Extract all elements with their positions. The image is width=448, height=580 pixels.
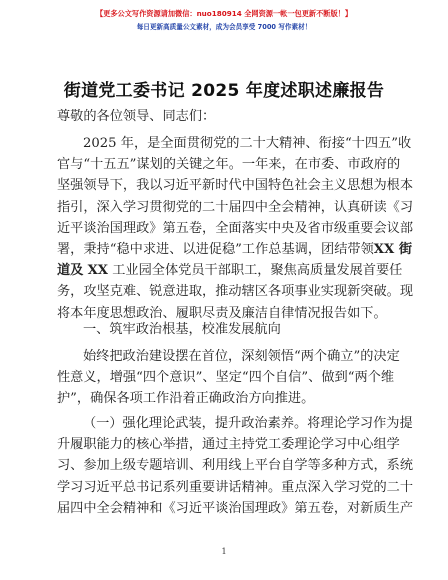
page-number: 1: [221, 547, 227, 556]
paragraph-line: （一）强化理论武装，提升政治素养。将理论学习作为提: [83, 416, 413, 431]
paragraph-line: 近平谈治国理政》第五卷，全面落实中央及省市级重要会议部: [57, 220, 414, 236]
promo-banner-line-2: 每日更新高质量公文素材，成为会员享受 7000 写作素材！: [136, 23, 312, 31]
document-title: 街道党工委书记 2025 年度述职述廉报告: [63, 81, 385, 101]
paragraph-line: 学习习近平总书记系列重要讲话精神。重点深入学习党的二十: [57, 479, 414, 495]
paragraph-text: 署，秉持“稳中求进、以进促稳”工作总基调，团结带领: [57, 242, 374, 258]
paragraph-theory: [57, 413, 414, 519]
paragraph-line: [57, 260, 403, 281]
bold-xx: XX: [87, 263, 109, 279]
paragraph-line: 官与“十五五”谋划的关键之年。一年来，在市委、市政府的: [57, 157, 401, 173]
paragraph-line: 习、参加上级专题培训、利用线上平台自学等多种方式，系统: [57, 458, 414, 474]
paragraph-text: 工业园全体党员干部职工，聚焦高质量发展首要任: [112, 263, 403, 279]
paragraph-line: 升履职能力的核心举措，通过主持党工委理论学习中心组学: [57, 437, 400, 453]
paragraph-line: 性意义，增强“四个意识”、坚定“四个自信”、做到“两个维: [57, 370, 395, 386]
promo-banner-line-1: 【更多公文写作资源请加微信：nuo180914 全网资源一帐一包更新不断版！】: [95, 9, 353, 18]
paragraph-line: 坚强领导下，我以习近平新时代中国特色社会主义思想为根本: [57, 178, 414, 194]
paragraph-line: 指引，深入学习贯彻党的二十届四中全会精神，认真研读《习: [57, 199, 414, 215]
paragraph-line: 务，攻坚克难、锐意进取，推动辖区各项事业实现新突破。现: [57, 284, 414, 300]
paragraph-intro: [57, 133, 414, 324]
greeting: 尊敬的各位领导、同志们：: [57, 109, 216, 124]
paragraph-line: 始终把政治建设摆在首位，深刻领悟“两个确立”的决定: [83, 349, 400, 364]
paragraph-line: 将本年度思想政治、履职尽责及廉洁自律情况报告如下。: [57, 305, 387, 321]
bold-xx-street: XX 街: [373, 242, 413, 258]
paragraph-line: [57, 239, 413, 260]
paragraph-line: 护”，确保各项工作沿着正确政治方向推进。: [57, 391, 315, 407]
section-heading-1: 一、筑牢政治根基，校准发展航向: [83, 322, 281, 337]
paragraph-political: [57, 346, 400, 410]
paragraph-line: 2025 年，是全面贯彻党的二十大精神、衔接“十四五”收: [83, 136, 412, 151]
paragraph-line: 届四中全会精神和《习近平谈治国理政》第五卷，对新质生产: [57, 500, 414, 516]
bold-street-and: 道及: [57, 263, 84, 279]
